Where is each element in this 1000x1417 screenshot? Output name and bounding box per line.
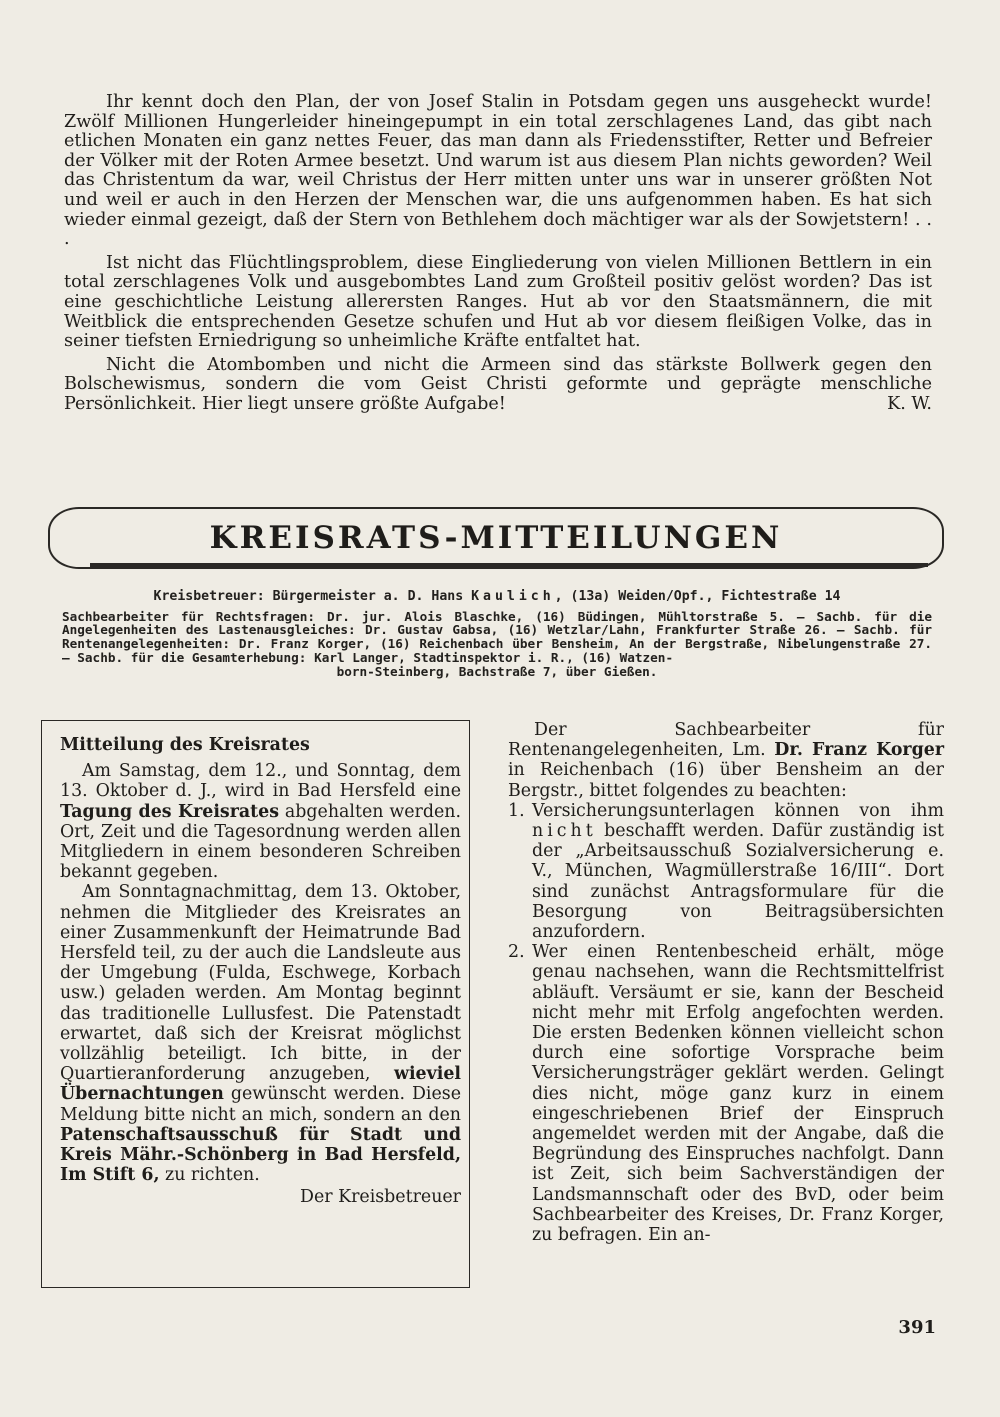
- officials-head-a: Kreisbetreuer: Bürgermeister a. D. Hans: [153, 589, 472, 604]
- officials-head-name: Kaulich: [471, 589, 555, 604]
- officials-list: [62, 590, 932, 678]
- notice-paragraph-1: [60, 761, 461, 882]
- pension-article: [508, 720, 944, 1245]
- pension-intro-a: Der Sachbearbeiter für Rentenangelegenheiten, Lm.: [508, 720, 944, 761]
- notice-p2-bold2: Patenschaftsausschuß für Stadt und Kreis Mähr.-Schönberg in Bad Hersfeld, Im Stift 6,: [60, 1124, 461, 1186]
- intro-article: [64, 93, 932, 419]
- pension-intro: [508, 720, 944, 801]
- list-item-number: 2.: [508, 942, 525, 963]
- officials-head: [62, 590, 932, 604]
- pension-intro-bold: Dr. Franz Korger: [774, 740, 944, 761]
- officials-body: [62, 610, 932, 679]
- notice-p1-bold: Tagung des Kreisrates: [60, 801, 280, 822]
- item2-text: Wer einen Rentenbescheid erhält, möge genau nachsehen, wann die Rechtsmittelfrist abläuft. Versäumt er sie, kann der Bescheid nicht mehr mit Erfolg angefochten werden. Die ersten Bedenken können vielleicht schon durch eine sofortige Vorsprache beim Versicherungsträger geklärt werden. Gelingt dies nicht, möge ganz kurz in einem eingeschriebenen Brief der Einspruch angemeldet werden mit der Angabe, daß die Begründung des Einspruches nachfolgt. Dann ist Zeit, sich beim Sachverständigen der Landsmannschaft oder des BvD, oder beim Sachbearbeiter des Kreises, Dr. Franz Korger, zu befragen. Ein an-: [532, 942, 944, 1246]
- notice-p1-a: Am Samstag, dem 12., und Sonntag, dem 13. Oktober d. J., wird in Bad Hersfeld eine: [60, 761, 461, 802]
- pension-intro-b: in Reichenbach (16) über Bensheim an der Bergstr., bittet folgendes zu beachten:: [508, 760, 944, 801]
- page-number: 391: [898, 1317, 936, 1338]
- list-item-number: 1.: [508, 800, 525, 821]
- list-item: [508, 942, 944, 1245]
- notice-p2-c: zu richten.: [159, 1165, 260, 1186]
- intro-paragraph-2: Ist nicht das Flüchtlingsproblem, diese Eingliederung von vielen Millionen Bettlern in ein total zerschlagenes Volk und ausgebombtes Land zum Großteil positiv gelöst worden? Das ist eine geschichtliche Leistung allerersten Ranges. Hut ab vor den Staatsmännern, die mit Weitblick die entsprechenden Gesetze schufen und Hut ab vor diesem fleißigen Volke, das in seiner tiefsten Erniedrigung so unheimliche Kräfte entfaltet hat.: [64, 252, 932, 352]
- pension-list: [508, 801, 944, 1245]
- notice-p1-b: abgehalten werden. Ort, Zeit und die Tagesordnung werden allen Mitgliedern in einem besonderen Schreiben bekannt gegeben.: [60, 801, 461, 883]
- notice-signature: Der Kreisbetreuer: [300, 1187, 461, 1208]
- section-title: KREISRATS-MITTEILUNGEN: [209, 520, 783, 556]
- item1-b: beschafft werden. Dafür zuständig ist der „Arbeitsausschuß Sozialversicherung e. V., München, Wagmüllerstraße 16/III“. Dort sind zunächst Antragsformulare für die Besorgung von Beitragsübersichten anzufordern.: [532, 821, 944, 943]
- notice-p2-bold1: wieviel Übernachtungen: [60, 1064, 461, 1105]
- intro-paragraph-3: [64, 356, 932, 415]
- item1-spaced: nicht: [532, 821, 597, 842]
- list-item: [508, 801, 944, 942]
- notice-p2-a: Am Sonntagnachmittag, dem 13. Oktober, nehmen die Mitglieder des Kreisrates an einer Zusammenkunft der Heimatrunde Bad Hersfeld teil, zu der auch die Landsleute aus der Umgebung (Fulda, Eschwege, Korbach usw.) geladen werden. Am Montag beginnt das traditionelle Lullusfest. Die Patenstadt erwartet, daß sich der Kreisrat möglichst vollzählig beteiligt. Ich bitte, in der Quartieranforderung anzugeben,: [60, 882, 461, 1085]
- section-banner-rule: [90, 563, 928, 567]
- notice-box: [60, 735, 461, 1208]
- officials-body-text: Sachbearbeiter für Rechtsfragen: Dr. jur. Alois Blaschke, (16) Büdingen, Mühltorstraße 5. — Sachb. für die Angelegenheiten des Lastenausgleiches: Dr. Gustav Gabsa, (16) Wetzlar/Lahn, Frankfurter Straße 26. — Sachb. für Rentenangelegenheiten: Dr. Franz Korger, (16) Reichenbach über Bensheim, An der Bergstraße, Nibelungenstraße 27. — Sachb. für die Gesamterhebung: Karl Langer, Stadtinspektor i. R., (16) Watzen-: [62, 608, 932, 665]
- intro-paragraph-3-text: Nicht die Atombomben und nicht die Armeen sind das stärkste Bollwerk gegen den Bolschewismus, sondern die vom Geist Christi geformte und geprägte menschliche Persönlichkeit. Hier liegt unsere größte Aufgabe!: [64, 354, 932, 414]
- notice-p2-b: gewünscht werden. Diese Meldung bitte nicht an mich, sondern an den: [60, 1084, 461, 1125]
- item1-a: Versicherungsunterlagen können von ihm: [532, 800, 944, 821]
- intro-paragraph-1: Ihr kennt doch den Plan, der von Josef Stalin in Potsdam gegen uns ausgeheckt wurde! Zwölf Millionen Hungerleider hineingepumpt in ein total zerschlagenes Land, das gibt nach etlichen Monaten ein ganz nettes Feuer, das man dann als Friedensstifter, Retter und Befreier der Völker mit der Roten Armee besetzt. Und warum ist aus diesem Plan nichts geworden? Weil das Christentum da war, weil Christus der Herr mitten unter uns war in unserer größten Not und weil er auch in den Herzen der Menschen war, die uns aufgenommen haben. Es hat sich wieder einmal gezeigt, daß der Stern von Bethlehem doch mächtiger war als der Sowjetstern! . . .: [64, 92, 932, 250]
- intro-signature: K. W.: [887, 393, 932, 414]
- officials-body-end: born-Steinberg, Bachstraße 7, über Gießen.: [336, 663, 658, 679]
- notice-paragraph-2: [60, 882, 461, 1185]
- officials-head-b: , (13a) Weiden/Opf., Fichtestraße 14: [554, 589, 841, 604]
- notice-heading: Mitteilung des Kreisrates: [60, 735, 310, 755]
